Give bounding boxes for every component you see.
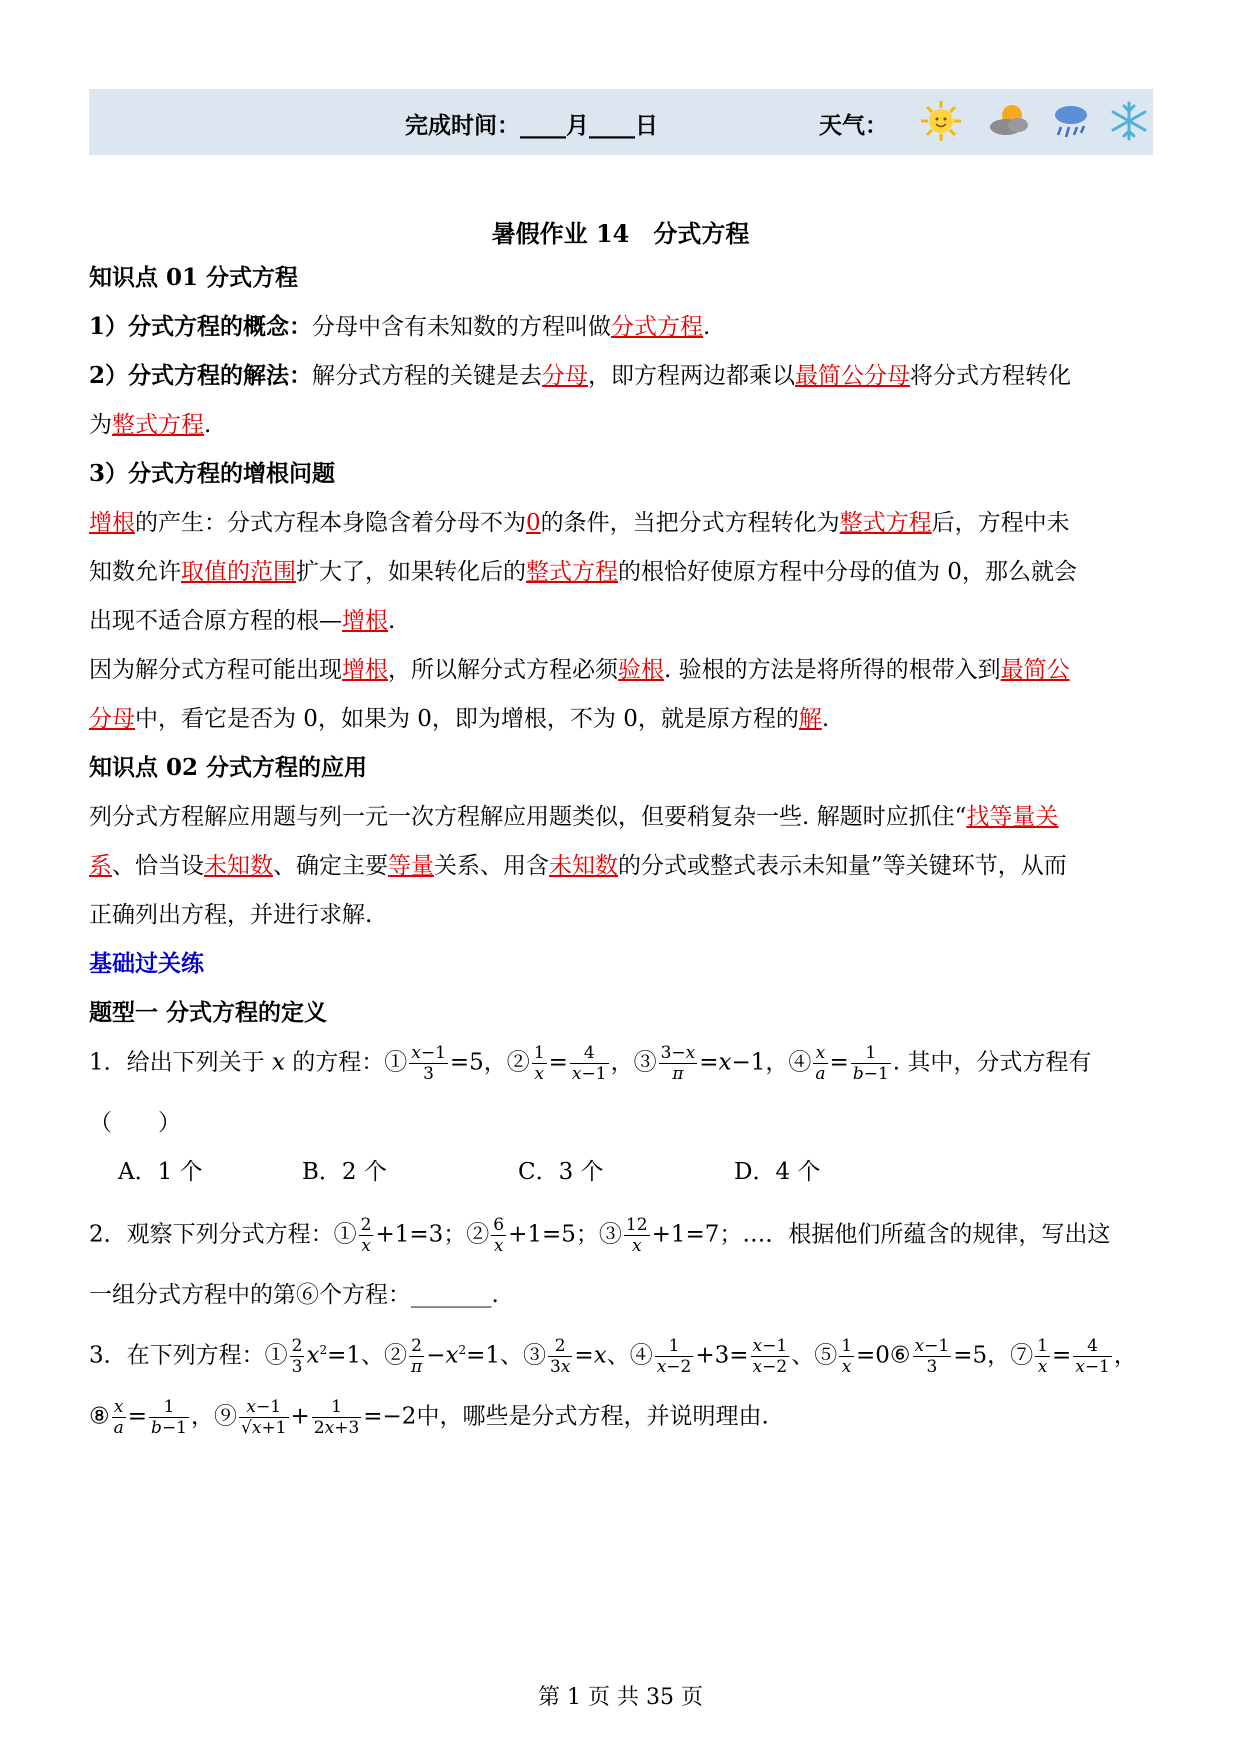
question-2: 2．观察下列分式方程：① $\frac{2}{x}$ +1=3；② $\frac{6}{x}$ +1=5；③ $\frac{12}{x}$ +1=7；…．根据他们所蕴含的规律，写出这: [89, 1215, 1111, 1256]
kp1-p4: 增根的产生：分式方程本身隐含着分母不为0的条件，当把分式方程转化为整式方程后，方程中未: [89, 510, 1070, 536]
q1-option-b[interactable]: B．2 个: [302, 1159, 387, 1185]
weather-label: 天气：: [819, 112, 888, 139]
kp1-p2: 2）分式方程的解法：解分式方程的关键是去分母，即方程两边都乘以最简公分母将分式方程转化: [89, 362, 1072, 389]
partly-cloudy-icon: [984, 99, 1034, 149]
kp2-heading: 知识点 02 分式方程的应用: [89, 754, 368, 781]
question-3: 3．在下列方程：① $\frac{2}{3}$ $x^2=1$、② $\frac{2}{\pi}$ $-x^2=1$、③ $\frac{2}{3x}$ =x、④ $\frac{1}{x-2}$ +3= $\frac{x-1}{x-2}$ 、⑤ $\frac{1}{x}$ =0⑥ $\frac{x-1}{3}$ =5，⑦ $\frac{1}{x}$ = $\frac{4}{x-1}$ ，: [89, 1336, 1137, 1378]
q1-option-c[interactable]: C．3 个: [518, 1159, 604, 1185]
practice-heading: 基础过关练: [89, 950, 204, 977]
kp1-p2-cont: 为整式方程.: [89, 412, 212, 438]
kp1-p3: 3）分式方程的增根问题: [89, 460, 336, 487]
kp2-l1: 列分式方程解应用题与列一元一次方程解应用题类似，但要稍复杂一些. 解题时应抓住“找等量关: [89, 804, 1059, 830]
question-1-paren: （ ）: [89, 1110, 181, 1136]
time-label: 完成时间：____月____日: [405, 112, 658, 139]
type1-heading: 题型一 分式方程的定义: [89, 999, 328, 1026]
kp1-p1: 1）分式方程的概念：分母中含有未知数的方程叫做分式方程.: [89, 313, 711, 340]
header-banner: [89, 89, 1153, 155]
rain-cloud-icon: [1049, 99, 1093, 149]
page-title: 暑假作业 14 分式方程: [491, 219, 750, 248]
kp1-p8: 分母中，看它是否为 0，如果为 0，即为增根，不为 0，就是原方程的解.: [89, 706, 830, 732]
kp1-p6: 出现不适合原方程的根—增根.: [89, 608, 396, 634]
kp2-l3: 正确列出方程，并进行求解.: [89, 902, 373, 928]
snowflake-icon: [1107, 99, 1151, 149]
kp2-l2: 系、恰当设未知数、确定主要等量关系、用含未知数的分式或整式表示未知量”等关键环节，从而: [89, 853, 1067, 879]
page-footer: 第 1 页 共 35 页: [538, 1685, 703, 1710]
sun-icon: [919, 99, 963, 149]
q1-option-d[interactable]: D．4 个: [734, 1159, 821, 1185]
kp1-p7: 因为解分式方程可能出现增根，所以解分式方程必须验根. 验根的方法是将所得的根带入到最简公: [89, 657, 1070, 683]
q1-option-a[interactable]: A．1 个: [118, 1159, 203, 1185]
question-2-line2: 一组分式方程中的第⑥个方程：_______.: [89, 1282, 499, 1308]
question-3-line2: ⑧ $\frac{x}{a}$ = $\frac{1}{b-1}$ ，⑨ $\frac{x-1}{√x+1}$ + $\frac{1}{2x+3}$ =−2中，哪些是分式方程，并说明理由.: [89, 1397, 769, 1438]
kp1-p5: 知数允许取值的范围扩大了，如果转化后的整式方程的根恰好使原方程中分母的值为 0，那么就会: [89, 559, 1077, 585]
question-1: 1．给出下列关于 x 的方程：① $\frac{x-1}{3}$ =5，② $\frac{1}{x}$ = $\frac{4}{x-1}$ ，③ $\frac{3-x}{\pi}$ =x−1，④ $\frac{x}{a}$ = $\frac{1}{b-1}$ . 其中，分式方程有: [89, 1043, 1092, 1084]
kp1-heading: 知识点 01 分式方程: [89, 264, 299, 291]
